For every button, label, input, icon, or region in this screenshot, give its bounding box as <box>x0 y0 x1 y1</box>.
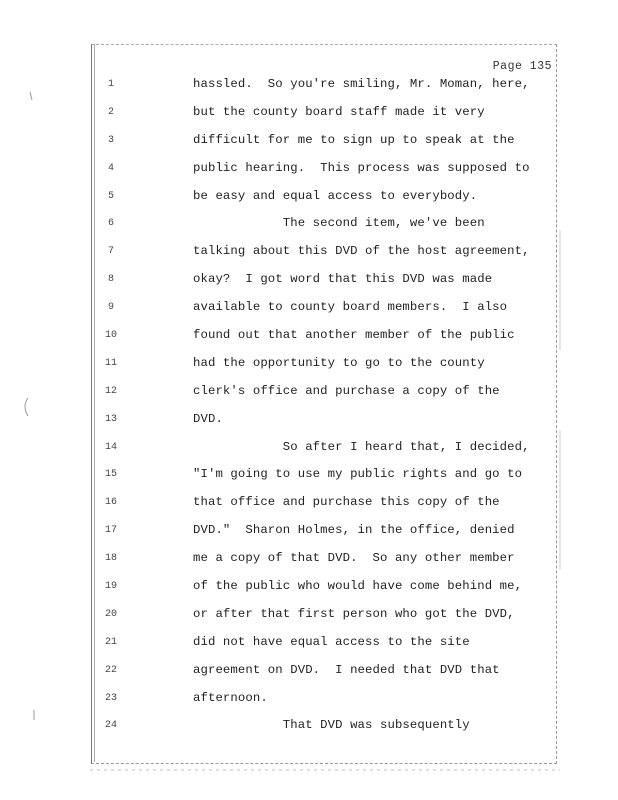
line-text: but the county board staff made it very <box>193 104 485 119</box>
line-text: public hearing. This process was supposed to <box>193 160 530 175</box>
line-text: be easy and equal access to everybody. <box>193 188 478 203</box>
line-text: of the public who would have come behind me, <box>193 579 523 594</box>
line-number: 20 <box>104 608 117 620</box>
line-number: 8 <box>107 274 114 286</box>
line-number: 18 <box>104 553 117 565</box>
line-text: The second item, we've been <box>193 216 485 231</box>
line-text: had the opportunity to go to the county <box>193 355 485 370</box>
line-text: that office and purchase this copy of the <box>193 495 500 510</box>
line-text: That DVD was subsequently <box>193 718 470 733</box>
line-number: 5 <box>107 190 114 202</box>
line-number: 21 <box>104 636 117 648</box>
line-text: agreement on DVD. I needed that DVD that <box>193 662 500 677</box>
line-text: did not have equal access to the site <box>193 634 470 649</box>
line-text: okay? I got word that this DVD was made <box>193 272 493 287</box>
line-number: 7 <box>107 246 114 258</box>
line-text: So after I heard that, I decided, <box>193 439 530 454</box>
line-number: 16 <box>104 497 117 509</box>
line-text: "I'm going to use my public rights and go to <box>193 467 523 482</box>
line-number: 6 <box>107 218 114 230</box>
line-text: afternoon. <box>193 690 268 705</box>
line-text: talking about this DVD of the host agreement, <box>193 244 530 259</box>
page-number: Page 135 <box>492 60 552 73</box>
line-number: 11 <box>104 357 117 369</box>
line-text: hassled. So you're smiling, Mr. Moman, here, <box>193 77 530 91</box>
line-number: 3 <box>107 134 114 146</box>
line-text: DVD." Sharon Holmes, in the office, denied <box>193 523 515 538</box>
line-number: 23 <box>104 692 117 704</box>
line-number: 22 <box>104 664 117 676</box>
line-number: 1 <box>107 79 114 90</box>
line-number: 24 <box>104 720 117 732</box>
line-number: 12 <box>104 385 117 397</box>
line-text: me a copy of that DVD. So any other member <box>193 551 515 566</box>
line-number: 15 <box>104 469 117 481</box>
line-number: 2 <box>107 106 114 118</box>
line-text: or after that first person who got the DVD, <box>193 606 515 621</box>
speck-mark <box>25 398 28 416</box>
line-number: 10 <box>104 330 117 342</box>
line-number: 13 <box>104 413 117 425</box>
speck-mark <box>30 92 32 100</box>
line-number: 4 <box>107 162 114 174</box>
line-number: 9 <box>107 302 114 314</box>
line-text: difficult for me to sign up to speak at the <box>193 132 515 147</box>
line-text: DVD. <box>193 411 223 426</box>
line-text: clerk's office and purchase a copy of the <box>193 383 500 398</box>
line-number: 14 <box>104 441 117 453</box>
line-text: found out that another member of the public <box>193 328 515 343</box>
line-number: 17 <box>104 525 117 537</box>
line-number: 19 <box>104 581 117 593</box>
line-text: available to county board members. I also <box>193 300 508 315</box>
